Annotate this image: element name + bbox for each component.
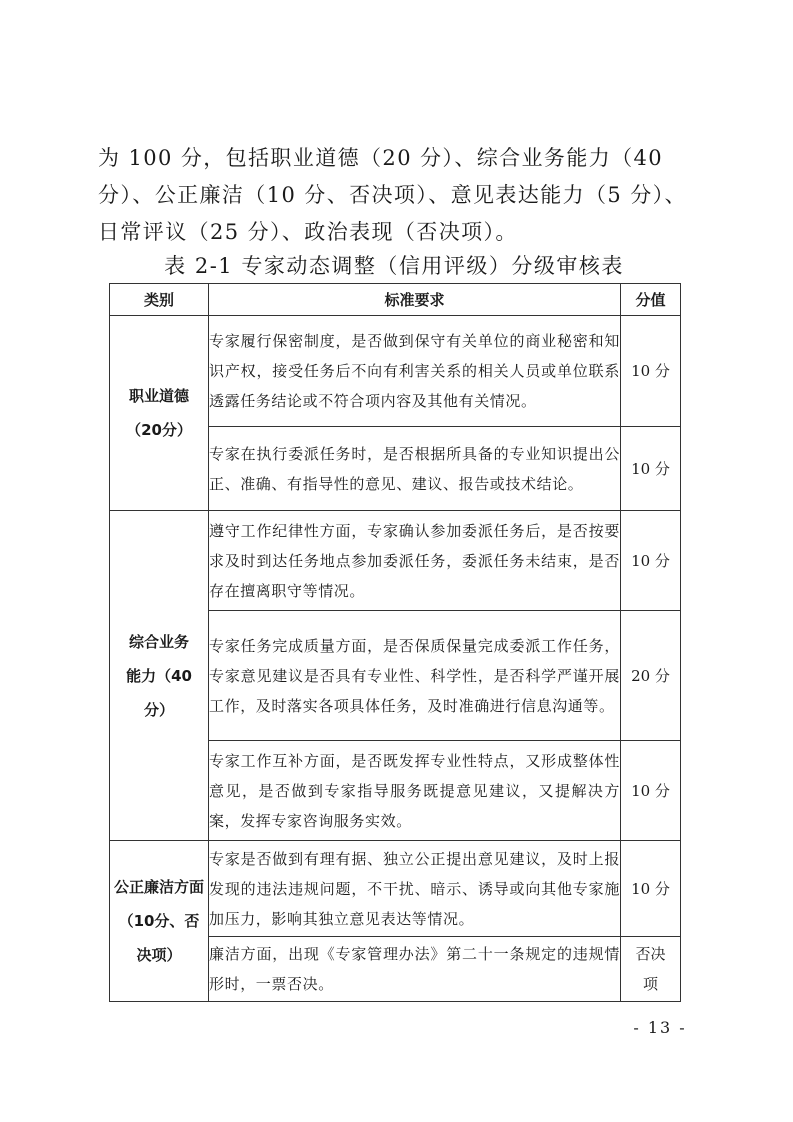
table-row (110, 316, 681, 427)
category-cell-integrity: 公正廉洁方面（10分、否决项） (110, 841, 209, 1002)
standard-cell: 专家任务完成质量方面，是否保质保量完成委派工作任务，专家意见建议是否具有专业性、科学性，是否科学严谨开展工作，及时落实各项具体任务，及时准确进行信息沟通等。 (209, 611, 621, 741)
table-row (110, 841, 681, 937)
intro-paragraph: 为 100 分，包括职业道德（20 分）、综合业务能力（40 分）、公正廉洁（10 分、否决项）、意见表达能力（5 分）、日常评议（25 分）、政治表现（否决项）。 (98, 146, 687, 244)
score-cell: 20 分 (621, 611, 681, 741)
header-standard: 标准要求 (209, 284, 621, 316)
score-cell: 10 分 (621, 511, 681, 611)
category-cell-ethics: 职业道德（20分） (110, 316, 209, 511)
category-cell-competence: 综合业务能力（40分） (110, 511, 209, 841)
header-score: 分值 (621, 284, 681, 316)
standard-cell: 专家在执行委派任务时，是否根据所具备的专业知识提出公正、准确、有指导性的意见、建议、报告或技术结论。 (209, 427, 621, 511)
header-category: 类别 (110, 284, 209, 316)
standard-cell: 专家是否做到有理有据、独立公正提出意见建议，及时上报发现的违法违规问题，不干扰、暗示、诱导或向其他专家施加压力，影响其独立意见表达等情况。 (209, 841, 621, 937)
standard-cell: 专家履行保密制度，是否做到保守有关单位的商业秘密和知识产权，接受任务后不向有利害关系的相关人员或单位联系透露任务结论或不符合项内容及其他有关情况。 (209, 316, 621, 427)
standard-cell: 遵守工作纪律性方面，专家确认参加委派任务后，是否按要求及时到达任务地点参加委派任务，委派任务未结束，是否存在擅离职守等情况。 (209, 511, 621, 611)
table-header-row (110, 284, 681, 316)
audit-table (109, 283, 681, 1002)
score-cell: 10 分 (621, 427, 681, 511)
table-caption: 表 2-1 专家动态调整（信用评级）分级审核表 (164, 254, 624, 278)
standard-cell: 专家工作互补方面，是否既发挥专业性特点，又形成整体性意见，是否做到专家指导服务既提意见建议，又提解决方案，发挥专家咨询服务实效。 (209, 741, 621, 841)
standard-cell: 廉洁方面，出现《专家管理办法》第二十一条规定的违规情形时，一票否决。 (209, 937, 621, 1002)
score-cell: 10 分 (621, 741, 681, 841)
score-cell: 10 分 (621, 316, 681, 427)
score-cell: 10 分 (621, 841, 681, 937)
score-cell: 否决项 (621, 937, 681, 1002)
table-row (110, 511, 681, 611)
page-number: - 13 - (633, 1018, 687, 1037)
